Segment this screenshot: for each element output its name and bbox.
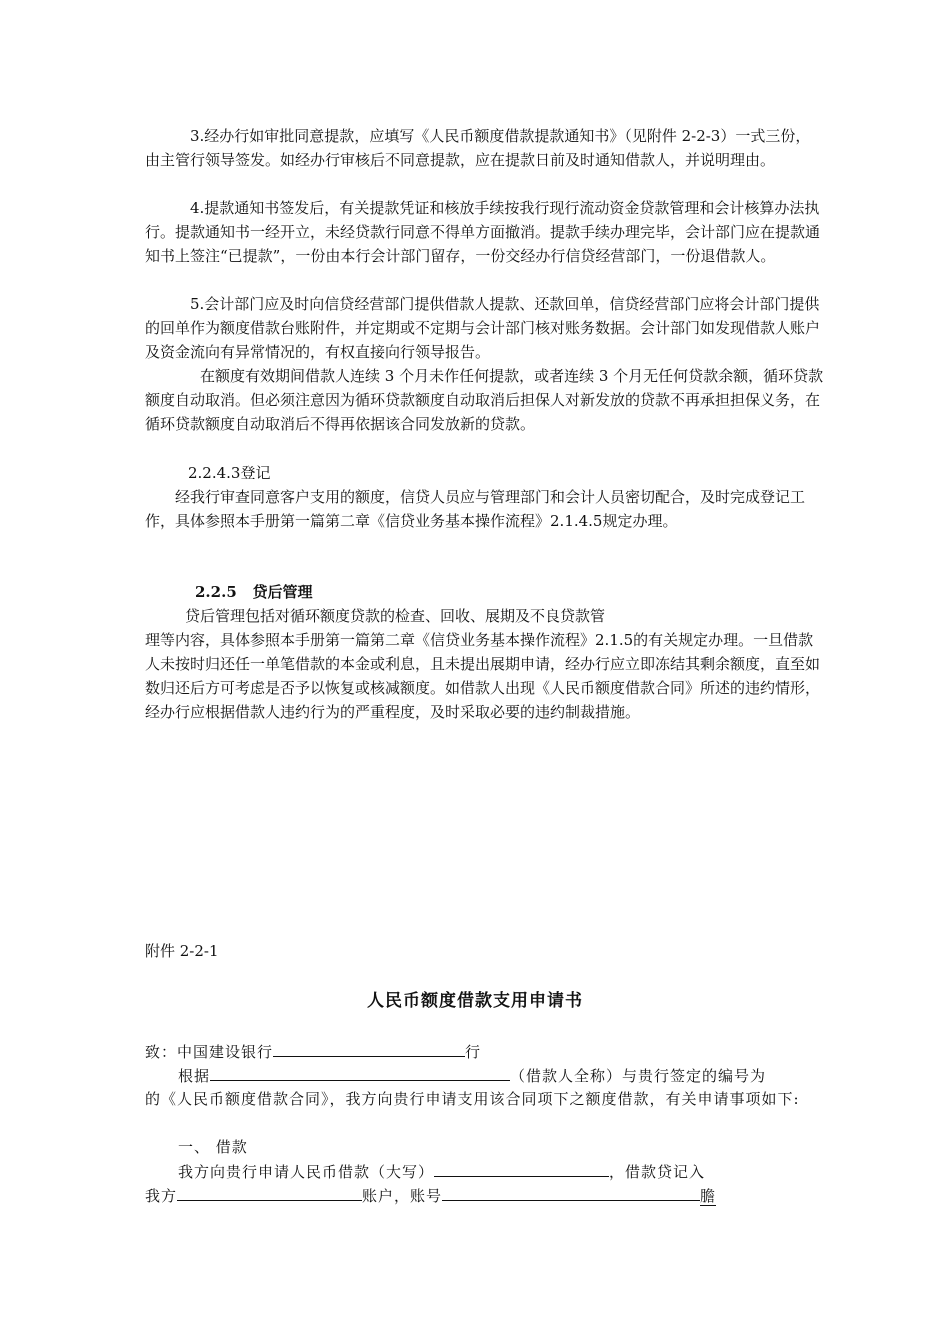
account-end: 膽 [700,1187,717,1205]
account-line [145,1183,716,1208]
paragraph-6: 在额度有效期间借款人连续 3 个月未作任何提款，或者连续 3 个月无任何贷款余额，循环贷款额度自动取消。但必须注意因为循环贷款额度自动取消后担保人对新发放的贷款不再承担担保义务，在循环贷款额度自动取消后不得再依据该合同发放新的贷款。 [145,367,824,433]
branch-blank[interactable] [273,1039,465,1057]
item-one: 一、 借款 [178,1138,248,1156]
paragraph-4: 4.提款通知书签发后，有关提款凭证和核放手续按我行现行流动资金贷款管理和会计核算办法执行。提款通知书一经开立，未经贷款行同意不得单方面撤消。提款手续办理完毕，会计部门应在提款通知书上签注“已提款”，一份由本行会计部门留存，一份交经办行信贷经营部门，一份退借款人。 [145,199,821,265]
paragraph-5: 5.会计部门应及时向信贷经营部门提供借款人提款、还款回单，信贷经营部门应将会计部门提供的回单作为额度借款台账附件，并定期或不定期与会计部门核对账务数据。会计部门如发现借款人账户及资金流向有异常情况的，有权直接向行领导报告。 [145,295,821,361]
section-heading-225 [195,580,312,604]
borrower-name-blank[interactable] [210,1063,510,1081]
section-number: 2.2.5 [195,583,237,601]
addressee-line [145,1039,481,1064]
attachment-label: 附件 2-2-1 [145,942,219,960]
addressee-suffix: 行 [465,1043,482,1061]
form-title: 人民币额度借款支用申请书 [367,991,583,1011]
section-title: 贷后管理 [252,583,313,601]
paragraph-225-rest: 理等内容，具体参照本手册第一篇第二章《信贷业务基本操作流程》2.1.5的有关规定办理。一旦借款人未按时归还任一单笔借款的本金或利息，且未提出展期申请，经办行应立即冻结其剩余额度，直至如数归还后方可考虑是否予以恢复或核减额度。如借款人出现《人民币额度借款合同》所述的违约情形，经办行应根据借款人违约行为的严重程度，及时采取必要的违约制裁措施。 [145,631,821,721]
account-prefix: 我方 [145,1187,178,1205]
loan-prefix: 我方向贵行申请人民币借款（大写） [178,1163,435,1181]
account-name-blank[interactable] [177,1183,362,1201]
paragraph-2243: 经我行审查同意客户支用的额度，信贷人员应与管理部门和会计人员密切配合，及时完成登记工作，具体参照本手册第一篇第二章《信贷业务基本操作流程》2.1.4.5规定办理。 [145,488,806,530]
basis-line [178,1063,766,1088]
account-mid: 账户，账号 [362,1187,443,1205]
basis-continuation: 的《人民币额度借款合同》，我方向贵行申请支用该合同项下之额度借款，有关申请事项如下: [145,1090,800,1108]
paragraph-225-first-line: 贷后管理包括对循环额度贷款的检查、回收、展期及不良贷款管 [185,607,606,625]
addressee-prefix: 致：中国建设银行 [145,1043,274,1061]
account-number-blank[interactable] [442,1183,700,1201]
paragraph-3: 3.经办行如审批同意提款，应填写《人民币额度借款提款通知书》（见附件 2-2-3）一式三份，由主管行领导签发。如经办行审核后不同意提款，应在提款日前及时通知借款人，并说明理由。 [145,127,811,169]
loan-amount-line [178,1159,705,1184]
basis-suffix: （借款人全称）与贵行签定的编号为 [510,1067,767,1085]
basis-prefix: 根据 [178,1067,211,1085]
section-heading-2243: 2.2.4.3登记 [188,464,271,482]
loan-amount-blank[interactable] [434,1159,609,1177]
loan-suffix: ，借款贷记入 [609,1163,706,1181]
